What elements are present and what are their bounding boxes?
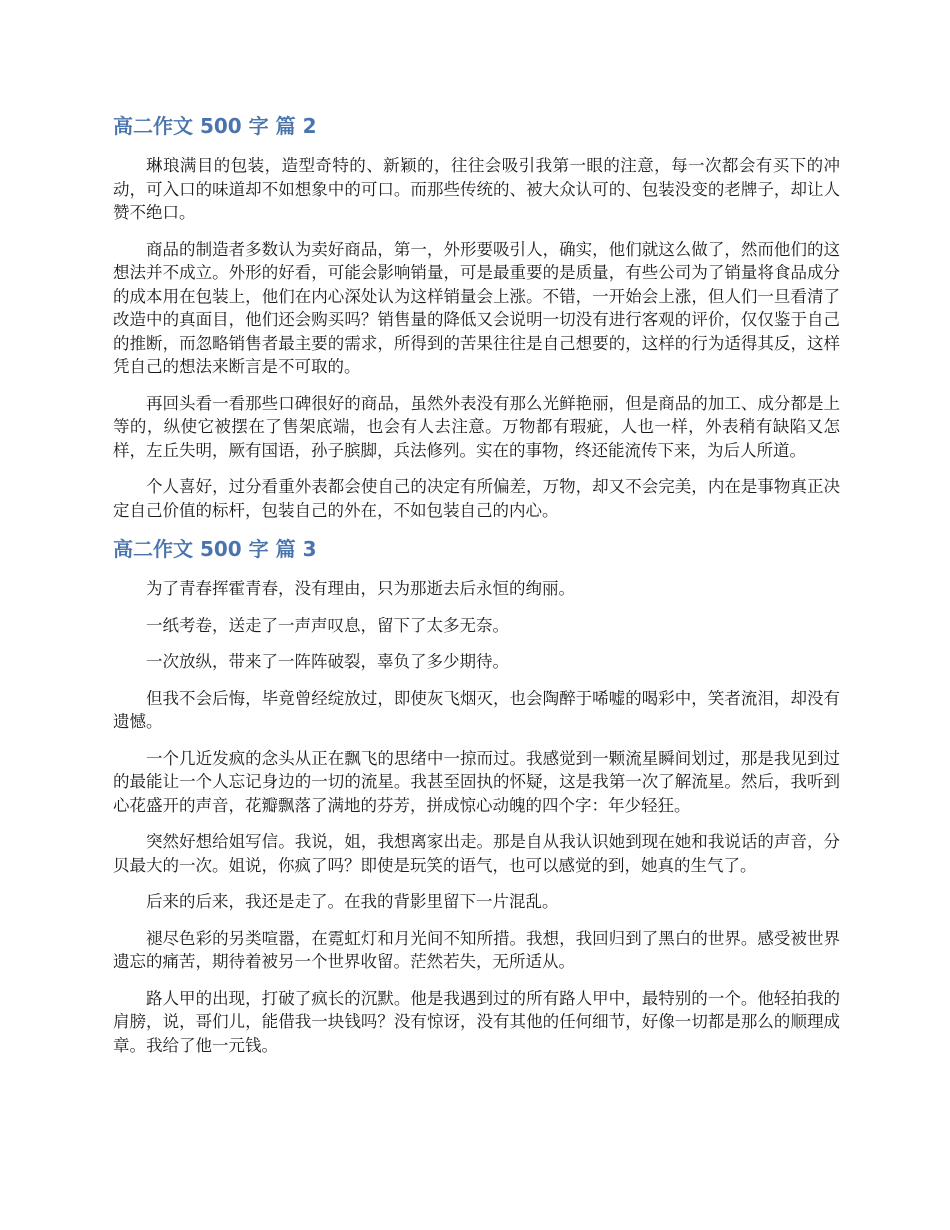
paragraph: 再回头看一看那些口碑很好的商品，虽然外表没有那么光鲜艳丽，但是商品的加工、成分都是上等的，纵使它被摆在了售架底端，也会有人去注意。万物都有瑕疵，人也一样，外表稍有缺陷又怎样，左丘失明，厥有国语，孙子膑脚，兵法修列。实在的事物，终还能流传下来，为后人所道。 [113, 393, 840, 460]
paragraph: 一纸考卷，送走了一声声叹息，留下了太多无奈。 [146, 615, 509, 635]
document-page [113, 104, 840, 1070]
paragraph: 商品的制造者多数认为卖好商品，第一，外形要吸引人，确实，他们就这么做了，然而他们的这想法并不成立。外形的好看，可能会影响销量，可是最重要的是质量，有些公司为了销量将食品成分的成本用在包装上，他们在内心深处认为这样销量会上涨。不错，一开始会上涨，但人们一旦看清了改造中的真面目，他们还会购买吗？销售量的降低又会说明一切没有进行客观的评价，仅仅鉴于自己的推断，而忽略销售者最主要的需求，所得到的苦果往往是自己想要的，这样的行为适得其反，这样凭自己的想法来断言是不可取的。 [113, 239, 840, 376]
essay-section-2 [113, 112, 840, 522]
essay-section-3 [113, 535, 840, 1057]
paragraph: 突然好想给姐写信。我说，姐，我想离家出走。那是自从我认识她到现在她和我说话的声音，分贝最大的一次。姐说，你疯了吗？即使是玩笑的语气，也可以感觉的到，她真的生气了。 [113, 832, 840, 875]
paragraph: 为了青春挥霍青春，没有理由，只为那逝去后永恒的绚丽。 [146, 579, 575, 598]
paragraph: 个人喜好，过分看重外表都会使自己的决定有所偏差，万物，却又不会完美，内在是事物真正决定自己价值的标杆，包装自己的外在，不如包装自己的内心。 [113, 477, 840, 520]
paragraph: 但我不会后悔，毕竟曾经绽放过，即使灰飞烟灭，也会陶醉于唏嘘的喝彩中，笑者流泪，却没有遗憾。 [113, 688, 840, 731]
paragraph: 一次放纵，带来了一阵阵破裂，辜负了多少期待。 [146, 652, 509, 671]
section-title: 高二作文 500 字 篇 2 [113, 114, 317, 138]
paragraph: 路人甲的出现，打破了疯长的沉默。他是我遇到过的所有路人甲中，最特别的一个。他轻拍我的肩膀，说，哥们儿，能借我一块钱吗？没有惊讶，没有其他的任何细节，好像一切都是那么的顺理成章。我给了他一元钱。 [113, 988, 840, 1055]
paragraph: 后来的后来，我还是走了。在我的背影里留下一片混乱。 [146, 892, 559, 911]
paragraph: 褪尽色彩的另类喧嚣，在霓虹灯和月光间不知所措。我想，我回归到了黑白的世界。感受被世界遗忘的痛苦，期待着被另一个世界收留。茫然若失，无所适从。 [113, 928, 840, 971]
paragraph: 一个几近发疯的念头从正在飘飞的思绪中一掠而过。我感觉到一颗流星瞬间划过，那是我见到过的最能让一个人忘记身边的一切的流星。我甚至固执的怀疑，这是我第一次了解流星。然后，我听到心花盛开的声音，花瓣飘落了满地的芬芳，拼成惊心动魄的四个字：年少轻狂。 [113, 748, 840, 815]
paragraph: 琳琅满目的包装，造型奇特的、新颖的，往往会吸引我第一眼的注意，每一次都会有买下的冲动，可入口的味道却不如想象中的可口。而那些传统的、被大众认可的、包装没变的老牌子，却让人赞不绝口。 [113, 156, 840, 222]
section-title: 高二作文 500 字 篇 3 [113, 537, 317, 561]
